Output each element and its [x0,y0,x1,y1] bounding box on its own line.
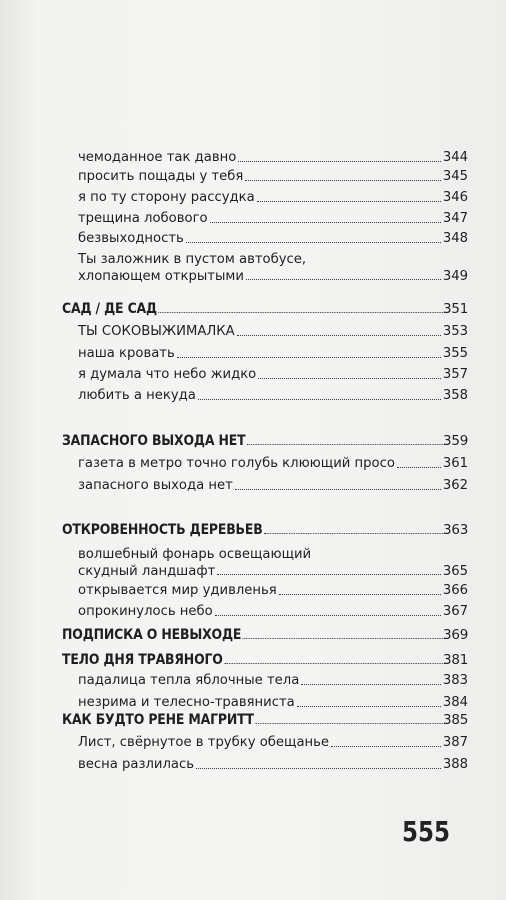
toc-entry [78,231,468,247]
toc-entry [78,324,468,340]
toc-entry-line2 [78,268,468,285]
toc-section-title: КАК БУДТО РЕНЕ МАГРИТТ [62,712,254,728]
toc-section-heading [62,522,468,538]
toc-entry-page: 349 [442,269,468,284]
toc-entry-page: 353 [442,324,468,339]
toc-entry [78,150,468,166]
toc-entry-label: я думала что небо жидко [78,367,257,382]
toc-entry-page: 384 [442,695,468,710]
toc-entry-label-line2: хлопающем открытыми [78,269,244,284]
toc-section-heading [62,433,468,449]
toc-entry-page: 348 [442,231,468,246]
toc-entry [78,346,468,362]
toc-entry [78,251,468,285]
toc-entry [78,757,468,773]
toc-entry-page: 361 [442,456,468,471]
toc-entry-page: 388 [442,757,468,772]
toc-entry-label: весна разлилась [78,757,195,772]
toc-entry [78,169,468,185]
toc-leader-dots [397,456,441,468]
toc-entry-page: 351 [442,301,468,317]
toc-leader-dots [264,522,444,534]
toc-leader-dots [256,712,445,724]
toc-entry-page: 346 [442,190,468,205]
toc-entry-label: просить пощады у тебя [78,169,244,184]
toc-leader-dots [279,583,441,595]
toc-section-title: ПОДПИСКА О НЕВЫХОДЕ [62,627,242,643]
toc-leader-dots [217,563,441,575]
toc-entry-page: 347 [442,211,468,226]
toc-entry-label: Лист, свёрнутое в трубку обещанье [78,735,330,750]
toc-entry-page: 355 [442,346,468,361]
toc-entry-label: наша кровать [78,346,175,361]
toc-entry-page: 387 [442,735,468,750]
toc-entry-label: газета в метро точно голубь клюющий просо [78,456,395,471]
toc-leader-dots [247,433,444,445]
toc-entry [78,546,468,580]
toc-leader-dots [210,211,441,223]
toc-entry-label: падалица тепла яблочные тела [78,673,300,688]
toc-section-title: САД / ДЕ САД [62,301,157,317]
toc-entry-page: 383 [442,673,468,688]
toc-entry-page: 357 [442,367,468,382]
toc-entry-label: незрима и телесно-травяниста [78,695,295,710]
toc-leader-dots [177,346,441,358]
toc-leader-dots [237,324,441,336]
toc-leader-dots [245,169,441,181]
toc-section-heading [62,627,468,643]
toc-leader-dots [159,301,445,313]
toc-entry-label: трещина лобового [78,211,208,226]
toc-leader-dots [235,478,441,490]
toc-leader-dots [331,735,441,747]
toc-entry-page: 362 [442,478,468,493]
toc-leader-dots [215,604,441,616]
toc-entry [78,388,468,404]
toc-entry-label: опрокинулось небо [78,604,213,619]
toc-entry-label-line2: скудный ландшафт [78,564,216,579]
toc-entry-label: я по ту сторону рассудка [78,190,255,205]
toc-entry-page: 363 [442,522,468,538]
toc-entry-page: 344 [442,150,468,165]
toc-entry-page: 359 [442,433,468,449]
toc-leader-dots [224,652,444,664]
toc-entry [78,211,468,227]
toc-leader-dots [246,268,441,280]
toc-entry-label: открывается мир удивленья [78,583,277,598]
toc-entry-page: 366 [442,583,468,598]
toc-entry [78,456,468,472]
toc-section-title: ТЕЛО ДНЯ ТРАВЯНОГО [62,652,223,668]
toc-section-heading [62,652,468,668]
toc-entry-page: 369 [442,627,468,643]
toc-leader-dots [243,627,445,639]
toc-section-heading [62,712,468,728]
toc-leader-dots [186,231,441,243]
toc-entry-label-line1: Ты заложник в пустом автобусе, [78,252,307,267]
toc-leader-dots [301,673,441,685]
toc-entry-page: 365 [442,564,468,579]
toc-entry [78,735,468,751]
toc-section-heading [62,301,468,317]
toc-leader-dots [297,695,441,707]
toc-entry-label: запасного выхода нет [78,478,233,493]
toc-leader-dots [198,388,441,400]
toc-entry [78,190,468,206]
toc-entry-page: 345 [442,169,468,184]
toc-entry-page: 385 [442,712,468,728]
toc-entry [78,367,468,383]
toc-entry-page: 367 [442,604,468,619]
toc-entry-page: 358 [442,388,468,403]
toc-entry-line2 [78,563,468,580]
toc-section-title: ОТКРОВЕННОСТЬ ДЕРЕВЬЕВ [62,522,263,538]
toc-section-title: ЗАПАСНОГО ВЫХОДА НЕТ [62,433,246,449]
toc-leader-dots [258,367,441,379]
toc-entry-label-line1: волшебный фонарь освещающий [78,547,312,562]
toc-leader-dots [257,190,441,202]
toc-entry-label: любить а некуда [78,388,196,403]
toc-entry [78,583,468,599]
toc-entry-label: безвыходность [78,231,184,246]
toc-entry-label: чемоданное так давно [78,150,237,165]
toc-entry [78,695,468,711]
toc-entry [78,478,468,494]
toc-entry [78,673,468,689]
toc-entry-page: 381 [442,652,468,668]
toc-entry-label: ТЫ СОКОВЫЖИМАЛКА [78,324,235,339]
toc-leader-dots [196,757,441,769]
page-number: 555 [402,815,450,848]
toc-leader-dots [238,150,441,162]
toc-entry [78,604,468,620]
